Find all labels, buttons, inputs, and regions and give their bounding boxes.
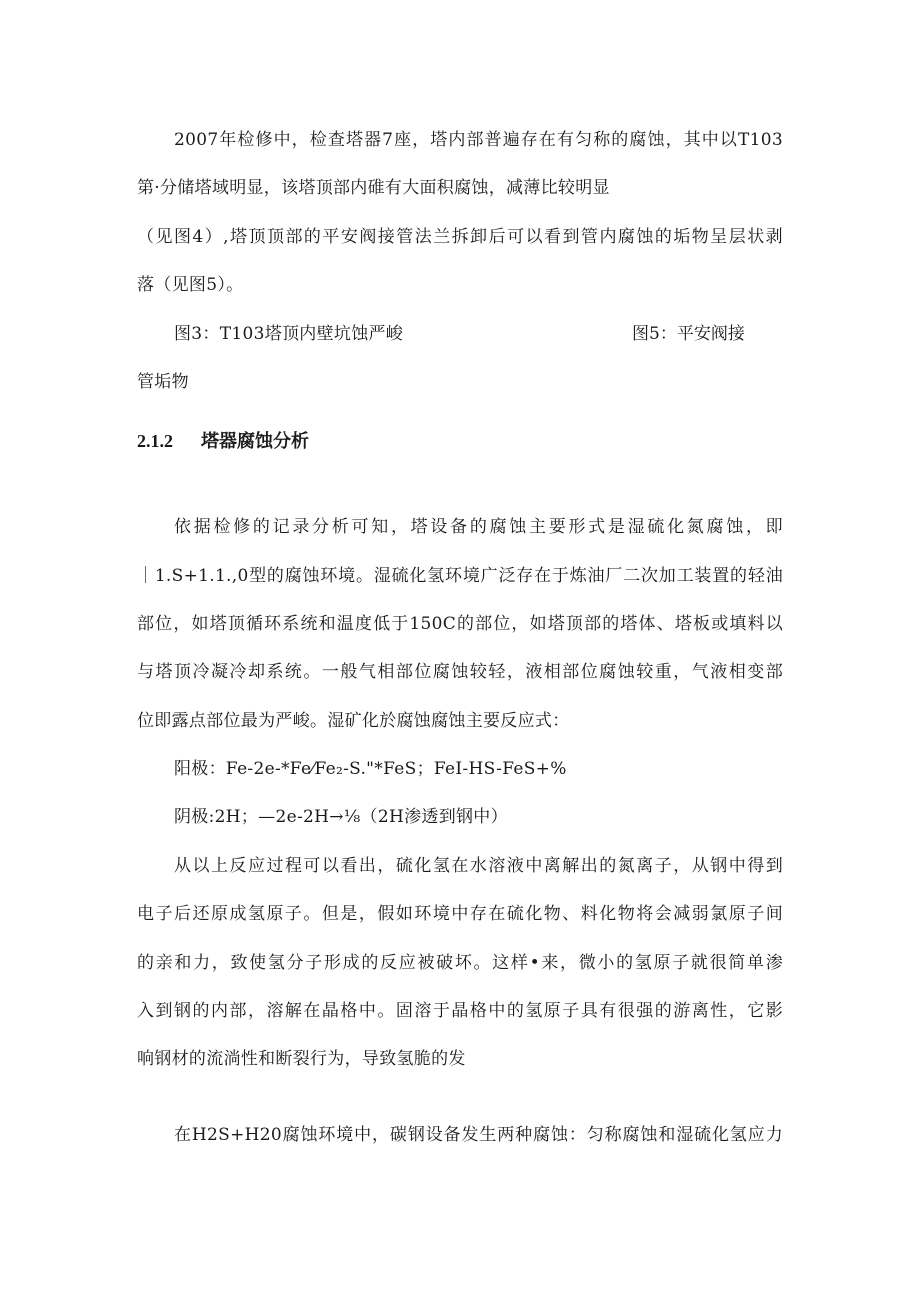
paragraph3-line1: 从以上反应过程可以看出，硫化氢在水溶液中离解出的氮离子，从钢中得到 [174,856,783,876]
figure5-caption-continued: 管垢物 [137,372,189,392]
paragraph2-line5: 位即露点部位最为严峻。湿矿化於腐蚀腐蚀主要反应式： [137,711,570,731]
paragraph2-line1: 依据检修的记录分析可知，塔设备的腐蚀主要形式是湿硫化氮腐蚀，即 [174,517,783,537]
section-number: 2.1.2 [137,431,173,451]
paragraph2-line3: 部位，如塔顶循环系统和温度低于150C的部位，如塔顶部的塔体、塔板或填料以 [137,614,783,634]
anode-reaction: 阳极：Fe-2e-*Fe⁄Fe₂-S."*FeS；FeI-HS-FeS+% [174,759,567,779]
paragraph1-line2: 第·分储塔域明显，该塔顶部内碓有大面积腐蚀，减薄比较明显 [137,178,610,198]
paragraph1-line1: 2007年检修中，检查塔器7座，塔内部普遍存在有匀称的腐蚀，其中以T103 [174,130,783,150]
cathode-reaction: 阴极:2H；—2e-2H→⅛（2H渗透到钢中） [174,807,508,827]
paragraph1-line4: 落（见图5）。 [137,275,244,295]
figure5-caption: 图5：平安阀接 [632,324,745,344]
figure3-caption: 图3：T103塔顶内壁坑蚀严峻 [174,324,404,344]
paragraph4-line1: 在H2S+H20腐蚀环境中，碳钢设备发生两种腐蚀：匀称腐蚀和湿硫化氢应力 [174,1125,783,1145]
paragraph3-line3: 的亲和力，致使氢分子形成的反应被破坏。这样•来，微小的氢原子就很简单渗 [137,953,783,973]
paragraph2-line4: 与塔顶冷凝冷却系统。一般气相部位腐蚀较轻，液相部位腐蚀较重，气液相变部 [137,662,783,682]
paragraph3-line2: 电子后还原成氢原子。但是，假如环境中存在硫化物、料化物将会减弱氯原子间 [137,904,783,924]
paragraph1-line3: （见图4）,塔顶顶部的平安阀接管法兰拆卸后可以看到管内腐蚀的垢物呈层状剥 [137,227,783,247]
paragraph3-line5: 响钢材的流淌性和断裂行为，导致氢脆的发 [137,1049,466,1069]
paragraph2-line2: ｜1.S+1.1.,0型的腐蚀环境。湿硫化氢环境广泛存在于炼油厂二次加工装置的轻油 [137,566,783,586]
paragraph3-line4: 入到钢的内部，溶解在晶格中。固溶于晶格中的氢原子具有很强的游离性，它影 [137,1001,783,1021]
section-title: 塔器腐蚀分析 [201,431,309,452]
section-heading [137,429,309,454]
